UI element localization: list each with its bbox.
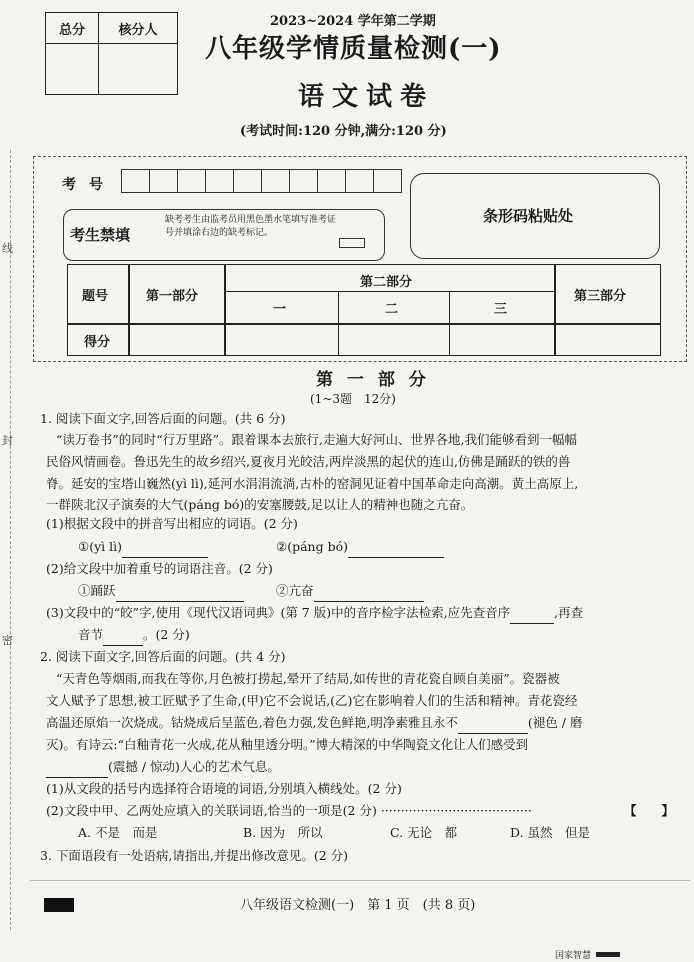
q2-title: 2. 阅读下面文字,回答后面的问题。(共 4 分) — [40, 649, 286, 664]
exam-title: 八年级学情质量检测(一) — [205, 34, 502, 64]
q1-sub1-b-label: ②(páng bó) — [276, 539, 348, 554]
corner-mark-bar — [596, 952, 620, 957]
q2-para-line: 文人赋予了思想,被工匠赋予了生命,(甲)它不会说话,(乙)它在影响着人们的生活和精神。青花瓷经 — [46, 693, 578, 708]
answer-blank[interactable] — [116, 587, 244, 602]
page-footer: 八年级语文检测(一) 第 1 页 (共 8 页) — [240, 898, 476, 913]
subject-title: 语文试卷 — [298, 82, 435, 112]
q1-sub2: (2)给文段中加着重号的词语注音。(2 分) — [46, 561, 273, 576]
digit-box[interactable] — [149, 169, 178, 193]
q1-sub1-a-label: ①(yì lì) — [78, 539, 122, 554]
grade-row-line — [67, 323, 661, 325]
margin-char-middle: 封 — [2, 434, 13, 447]
digit-box[interactable] — [345, 169, 374, 193]
footer-separator — [30, 880, 690, 881]
grade-tihao: 题号 — [82, 289, 109, 304]
q2-option-a[interactable]: A. 不是 而是 — [78, 825, 158, 840]
q1-para-line: 一群陕北汉子演奏的大气(páng bó)的安塞腰鼓,足以让人的精神也随之亢奋。 — [46, 497, 474, 512]
school-year: 2023~2024 学年第二学期 — [270, 14, 436, 29]
exam-number-label: 考 号 — [62, 177, 107, 193]
digit-box[interactable] — [317, 169, 346, 193]
grade-part2: 第二部分 — [360, 275, 413, 290]
score-total-cell[interactable] — [46, 44, 99, 95]
part1-range: (1~3题 12分) — [310, 392, 396, 406]
answer-bracket[interactable]: 【 】 — [624, 803, 675, 818]
digit-box[interactable] — [177, 169, 206, 193]
q1-sub2-b-label: ②亢奋 — [276, 583, 314, 598]
grade-part3: 第三部分 — [574, 289, 627, 304]
score-checker-label: 核分人 — [99, 13, 178, 44]
margin-char-bottom: 密 — [2, 634, 13, 647]
answer-blank[interactable] — [103, 631, 143, 646]
exam-info: (考试时间:120 分钟,满分:120 分) — [240, 124, 447, 139]
q3-title: 3. 下面语段有一处语病,请指出,并提出修改意见。(2 分) — [40, 848, 349, 863]
grade-sub1: 一 — [273, 302, 287, 317]
grade-col-line — [449, 291, 450, 356]
margin-char-top: 线 — [2, 242, 13, 255]
answer-blank[interactable] — [122, 543, 208, 558]
barcode-label: 条形码粘贴处 — [483, 207, 574, 225]
q1-sub1-b — [276, 536, 444, 558]
grade-col-line — [554, 264, 556, 356]
q1-sub2-a — [78, 580, 244, 602]
score-box — [45, 12, 178, 95]
q2-option-b[interactable]: B. 因为 所以 — [243, 825, 323, 840]
digit-box[interactable] — [233, 169, 262, 193]
digit-box[interactable] — [289, 169, 318, 193]
answer-blank[interactable] — [46, 763, 108, 778]
corner-mark-text: 国家智慧 — [555, 951, 592, 961]
part1-title: 第 一 部 分 — [316, 370, 430, 390]
digit-box[interactable] — [261, 169, 290, 193]
notice-text: 缺考考生由监考员用黑色墨水笔填写准考证号并填涂右边的缺考标记。 — [165, 215, 337, 238]
absent-mark-box[interactable] — [339, 238, 365, 248]
digit-box[interactable] — [373, 169, 402, 193]
q1-sub2-a-label: ①踊跃 — [78, 583, 116, 598]
q1-sub1: (1)根据文段中的拼音写出相应的词语。(2 分) — [46, 516, 298, 531]
notice-title: 考生禁填 — [70, 226, 131, 244]
grade-col-line — [338, 291, 339, 356]
q1-sub3-line2 — [78, 624, 190, 646]
digit-box[interactable] — [121, 169, 150, 193]
black-marker — [44, 898, 74, 912]
grade-col-line — [224, 264, 226, 356]
q2-para-line-5 — [46, 756, 280, 778]
q2-para-text: 高温还原焰一次烧成。钴烧成后呈蓝色,着色力强,发色鲜艳,明净素雅且永不 — [46, 715, 458, 730]
q2-para-line: “天青色等烟雨,而我在等你,月色被打捞起,晕开了结局,如传世的青花瓷自顾自美丽”。瓷器被 — [56, 671, 560, 686]
score-checker-cell[interactable] — [99, 44, 178, 95]
q2-para-line: 灭)。有诗云:“白釉青花一火成,花从釉里透分明。”博大精深的中华陶瓷文化让人们感受到 — [46, 737, 529, 752]
grade-subrow-line — [224, 291, 554, 292]
q1-sub3-text: (3)文段中的“皎”字,使用《现代汉语词典》(第 7 版)中的音序检字法检索,应先查音序 — [46, 605, 511, 620]
digit-box[interactable] — [205, 169, 234, 193]
grade-part1: 第一部分 — [146, 289, 199, 304]
grade-sub2: 二 — [385, 302, 399, 317]
q1-sub3-text2: ,再查 — [554, 605, 584, 620]
q1-para-line: 脊。延安的宝塔山巍然(yì lì),延河水涓涓流淌,古朴的窑洞见证着中国革命走向高潮。黄土高原上, — [46, 476, 579, 491]
score-total-label: 总分 — [46, 13, 99, 44]
exam-number-boxes[interactable] — [122, 169, 402, 193]
q2-para-line-3 — [46, 712, 582, 734]
q2-option-c[interactable]: C. 无论 都 — [390, 825, 458, 840]
q2-para-text-c: (震撼 / 惊动)人心的艺术气息。 — [108, 759, 280, 774]
q1-para-line: 民俗风情画卷。鲁迅先生的故乡绍兴,夏夜月光皎洁,两岸淡黑的起伏的连山,仿佛是踊跃的铁的兽 — [46, 454, 571, 469]
q1-title: 1. 阅读下面文字,回答后面的问题。(共 6 分) — [40, 411, 286, 426]
q2-sub2: (2)文段中甲、乙两处应填入的关联词语,恰当的一项是(2 分) ······································ — [46, 803, 532, 818]
q1-sub2-b — [276, 580, 424, 602]
answer-blank[interactable] — [458, 719, 528, 734]
answer-blank[interactable] — [348, 543, 444, 558]
grade-col-line — [128, 264, 130, 356]
q1-sub1-a — [78, 536, 208, 558]
grade-score-label: 得分 — [84, 335, 111, 350]
q2-para-text-b: (褪色 / 磨 — [527, 715, 583, 730]
binding-line — [10, 150, 11, 930]
grade-sub3: 三 — [494, 302, 508, 317]
q1-sub3-text3: 音节 — [78, 627, 104, 642]
q1-sub3-line1 — [46, 602, 583, 624]
q1-sub3-text4: 。(2 分) — [143, 627, 190, 642]
answer-blank[interactable] — [314, 587, 424, 602]
q2-sub1: (1)从文段的括号内选择符合语境的词语,分别填入横线处。(2 分) — [46, 781, 402, 796]
q1-para-line: “读万卷书”的同时“行万里路”。跟着课本去旅行,走遍大好河山、世界各地,我们能够看到一幅幅 — [56, 432, 578, 447]
q2-option-d[interactable]: D. 虽然 但是 — [510, 825, 591, 840]
answer-blank[interactable] — [510, 609, 554, 624]
